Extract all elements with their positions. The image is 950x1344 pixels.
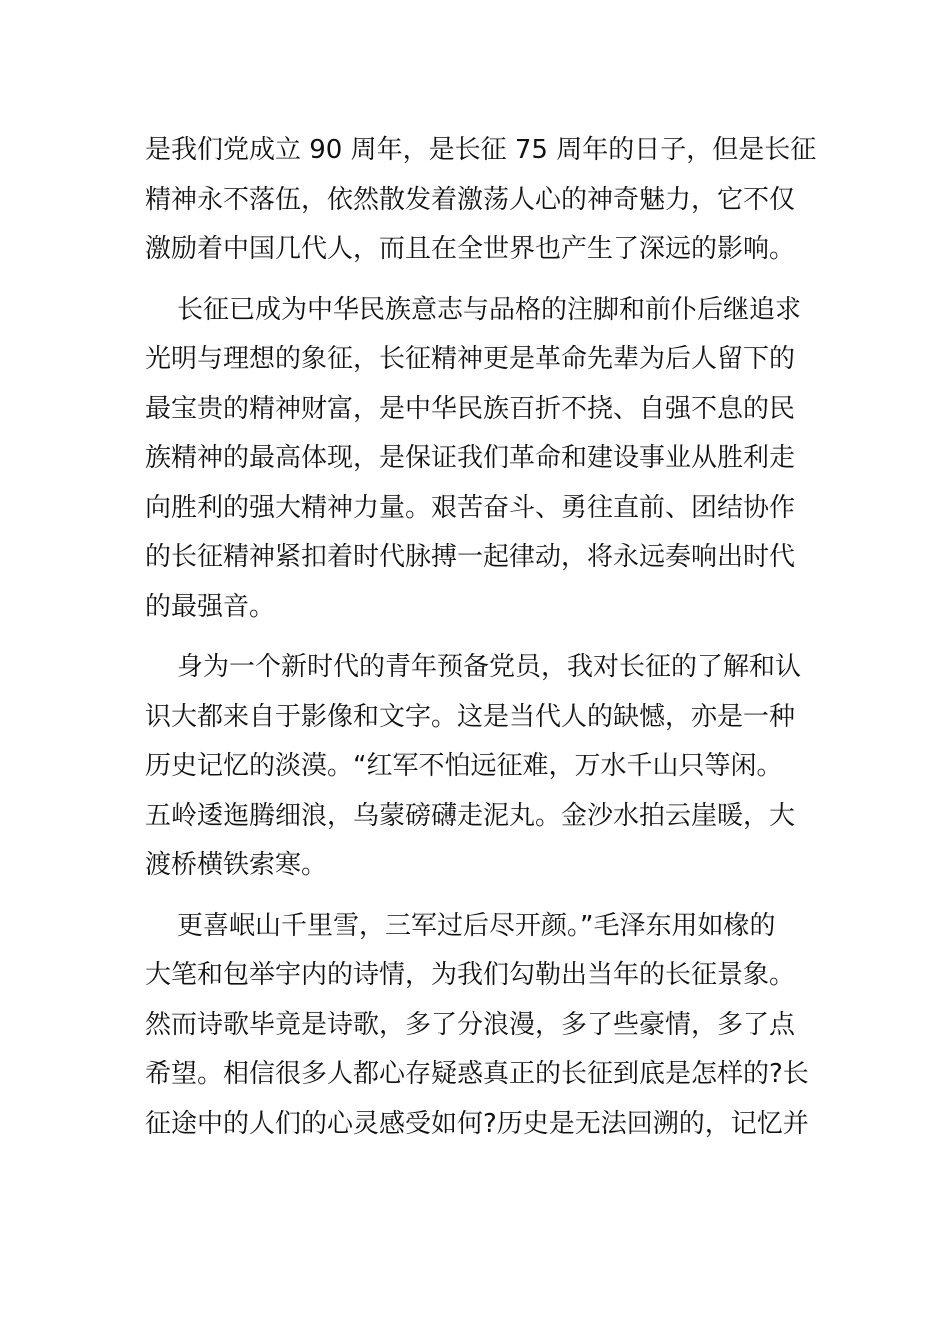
text-line: 的长征精神紧扣着时代脉搏一起律动，将永远奏响出时代 — [145, 542, 796, 572]
paragraph-1 — [145, 126, 817, 275]
text-line: 长征已成为中华民族意志与品格的注脚和前仆后继追求 — [177, 294, 802, 325]
paragraph-4 — [145, 902, 809, 1150]
text-line: 是我们党成立 90 周年，是长征 75 周年的日子，但是长征 — [145, 135, 817, 165]
text-line: 的最强音。 — [145, 591, 276, 622]
paragraph-3 — [145, 643, 805, 891]
text-line: 历史记忆的淡漠。“红军不怕远征难，万水千山只等闲。 — [145, 751, 783, 781]
text-line: 征途中的人们的心灵感受如何?历史是无法回溯的，记忆并 — [145, 1108, 809, 1139]
text-line: 五岭逶迤腾细浪，乌蒙磅礴走泥丸。金沙水拍云崖暖，大 — [145, 800, 796, 831]
text-line: 希望。相信很多人都心存疑惑真正的长征到底是怎样的?长 — [145, 1059, 809, 1089]
text-line: 渡桥横铁索寒。 — [145, 850, 328, 880]
paragraph-2 — [145, 286, 805, 633]
text-line: 然而诗歌毕竟是诗歌，多了分浪漫，多了些豪情，多了点 — [145, 1009, 796, 1040]
text-line: 更喜岷山千里雪，三军过后尽开颜。”毛泽东用如椽的 — [177, 910, 776, 941]
text-line: 识大都来自于影像和文字。这是当代人的缺憾，亦是一种 — [145, 701, 796, 732]
text-line: 大笔和包举宇内的诗情，为我们勾勒出当年的长征景象。 — [145, 960, 796, 990]
text-line: 族精神的最高体现，是保证我们革命和建设事业从胜利走 — [145, 443, 796, 473]
text-line: 身为一个新时代的青年预备党员，我对长征的了解和认 — [177, 652, 802, 682]
text-line: 最宝贵的精神财富，是中华民族百折不挠、自强不息的民 — [145, 393, 796, 424]
document-body — [145, 126, 817, 1160]
text-line: 向胜利的强大精神力量。艰苦奋斗、勇往直前、团结协作 — [145, 492, 796, 523]
text-line: 精神永不落伍，依然散发着激荡人心的神奇魅力，它不仅 — [145, 184, 796, 215]
text-line: 光明与理想的象征，长征精神更是革命先辈为后人留下的 — [145, 344, 796, 374]
text-line: 激励着中国几代人，而且在全世界也产生了深远的影响。 — [145, 234, 796, 264]
